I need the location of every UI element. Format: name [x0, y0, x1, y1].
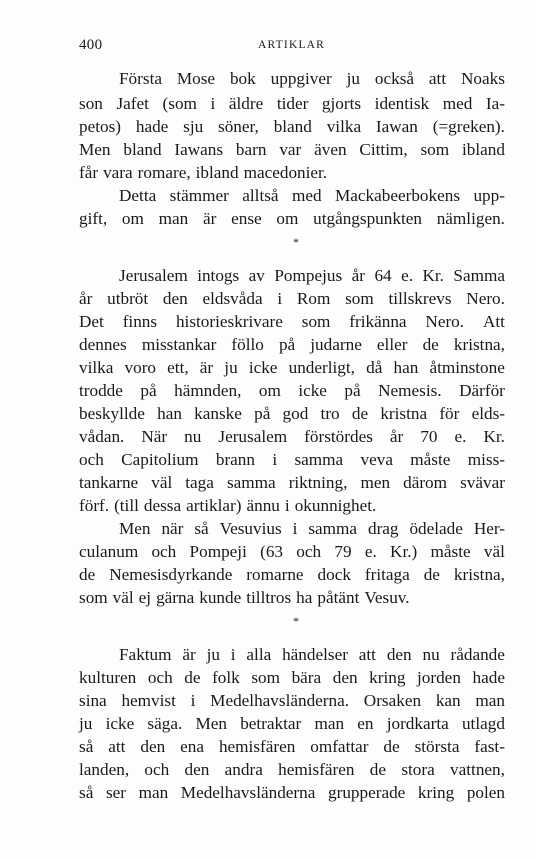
- page-header: [79, 37, 505, 57]
- text-line: kulturen och de folk som bära den kring jorden hade: [79, 668, 505, 687]
- text-line: dennes misstankar föllo på judarne eller de kristna,: [79, 335, 505, 354]
- text-line: Detta stämmer alltså med Mackabeerbokens upp-: [119, 186, 505, 205]
- text-line: tankarne väl taga samma riktning, men därom svävar: [79, 473, 505, 492]
- text-line: förf. (till dessa artiklar) ännu i okunnighet.: [79, 496, 377, 515]
- text-line: Jerusalem intogs av Pompejus år 64 e. Kr. Samma: [119, 266, 505, 285]
- text-line: som väl ej gärna kunde tilltros ha påtänt Vesuv.: [79, 588, 410, 607]
- text-line: får vara romare, ibland macedonier.: [79, 163, 328, 182]
- text-line: Det finns historieskrivare som frikänna Nero. Att: [79, 312, 505, 331]
- text-line: och Capitolium brann i samma veva måste miss-: [79, 450, 505, 469]
- text-line: vådan. När nu Jerusalem förstördes år 70 e. Kr.: [79, 427, 505, 446]
- text-line: så att den ena hemisfären omfattar de största fast-: [79, 737, 505, 756]
- text-line: år utbröt den eldsvåda i Rom som tillskrevs Nero.: [79, 289, 505, 308]
- text-line: vilka voro ett, är ju icke underligt, då han åtminstone: [79, 358, 505, 377]
- text-line: gift, om man är ense om utgångspunkten nämligen.: [79, 209, 505, 228]
- section-separator: *: [293, 614, 299, 628]
- text-line: Första Mose bok uppgiver ju också att Noaks: [119, 69, 505, 88]
- text-line: de Nemesisdyrkande romarne dock fritaga de kristna,: [79, 565, 505, 584]
- text-line: Men när så Vesuvius i samma drag ödelade Her-: [119, 519, 505, 538]
- text-line: son Jafet (som i äldre tider gjorts identisk med Ia-: [79, 94, 505, 113]
- text-line: Faktum är ju i alla händelser att den nu rådande: [119, 645, 505, 664]
- text-line: beskyllde han kanske på god tro de kristna för elds-: [79, 404, 505, 423]
- text-line: landen, och den andra hemisfären de stora vattnen,: [79, 760, 505, 779]
- text-line: petos) hade sju söner, bland vilka Iawan (=greken).: [79, 117, 505, 136]
- page-number: 400: [79, 37, 103, 53]
- text-line: trodde på hämnden, om icke på Nemesis. Därför: [79, 381, 505, 400]
- section-separator: *: [293, 235, 299, 249]
- text-line: culanum och Pompeji (63 och 79 e. Kr.) måste väl: [79, 542, 505, 561]
- text-line: sina hemvist i Medelhavsländerna. Orsaken kan man: [79, 691, 505, 710]
- text-line: Men bland Iawans barn var även Cittim, som ibland: [79, 140, 505, 159]
- text-line: så ser man Medelhavsländerna grupperade kring polen: [79, 783, 505, 802]
- text-line: ju icke säga. Men betraktar man en jordkarta utlagd: [79, 714, 505, 733]
- running-head: ARTIKLAR: [258, 39, 326, 51]
